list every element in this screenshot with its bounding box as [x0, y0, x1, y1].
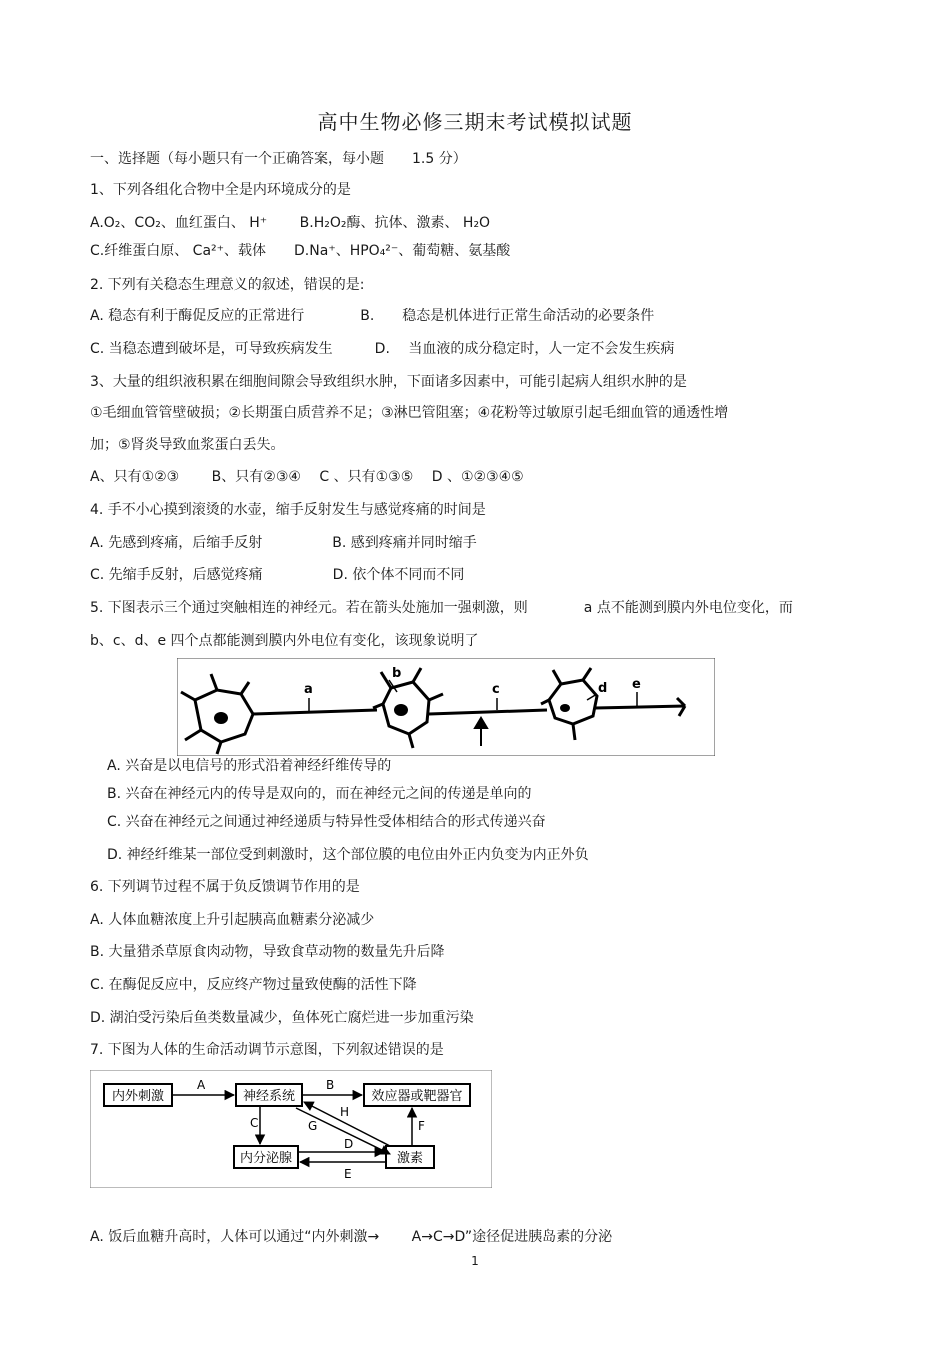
- neuron-diagram: [177, 658, 715, 756]
- q5-stem-line1: 5. 下图表示三个通过突触相连的神经元。若在箭头处施加一强刺激，则 a 点不能测到膜内外电位变化，而: [90, 600, 793, 616]
- q1-options-row1: A.O₂、CO₂、血红蛋白、 H⁺ B.H₂O₂酶、抗体、激素、 H₂O: [90, 215, 491, 231]
- nucleus-3: [560, 704, 570, 712]
- label-c: c: [492, 682, 500, 697]
- q2-options-row1: A. 稳态有利于酶促反应的正常进行 B. 稳态是机体进行正常生命活动的必要条件: [90, 308, 655, 324]
- label-e: e: [632, 677, 641, 692]
- box-stimulus-label: 内外刺激: [111, 1089, 165, 1104]
- q3-factors-line2: 加；⑤肾炎导致血浆蛋白丢失。: [90, 437, 285, 453]
- q5-option-d: D. 神经纤维某一部位受到刺激时，这个部位膜的电位由外正内负变为内正外负: [107, 847, 589, 863]
- q6-option-a: A. 人体血糖浓度上升引起胰高血糖素分泌减少: [90, 912, 375, 928]
- arrow-g-label: G: [308, 1119, 318, 1133]
- arrow-d-label: D: [344, 1137, 354, 1151]
- q4-options-row1: A. 先感到疼痛，后缩手反射 B. 感到疼痛并同时缩手: [90, 535, 477, 551]
- page-title: 高中生物必修三期末考试模拟试题: [317, 110, 633, 134]
- section-heading: 一、选择题（每小题只有一个正确答案，每小题 1.5 分）: [90, 151, 467, 167]
- q1-stem: 1、下列各组化合物中全是内环境成分的是: [90, 182, 351, 198]
- box-effector-label: 效应器或靶器官: [371, 1089, 463, 1104]
- arrow-e-label: E: [344, 1167, 352, 1181]
- label-a: a: [304, 682, 313, 697]
- q6-stem: 6. 下列调节过程不属于负反馈调节作用的是: [90, 879, 360, 895]
- nucleus-1: [214, 712, 228, 724]
- nucleus-2: [394, 704, 408, 716]
- q6-option-b: B. 大量猎杀草原食肉动物，导致食草动物的数量先升后降: [90, 944, 445, 960]
- q5-option-b: B. 兴奋在神经元内的传导是双向的，而在神经元之间的传递是单向的: [107, 786, 532, 802]
- box-hormone-label: 激素: [396, 1151, 424, 1166]
- q5-stem-line2: b、c、d、e 四个点都能测到膜内外电位有变化，该现象说明了: [90, 633, 479, 649]
- q5-option-a: A. 兴奋是以电信号的形式沿着神经纤维传导的: [107, 758, 392, 774]
- q6-option-d: D. 湖泊受污染后鱼类数量减少，鱼体死亡腐烂进一步加重污染: [90, 1010, 474, 1026]
- label-b: b: [392, 666, 402, 681]
- page-number: 1: [471, 1254, 479, 1268]
- arrow-a-label: A: [197, 1078, 206, 1092]
- arrow-f-label: F: [418, 1119, 425, 1133]
- box-nervous-label: 神经系统: [242, 1089, 296, 1104]
- arrow-h-label: H: [340, 1105, 350, 1119]
- box-endocrine-label: 内分泌腺: [239, 1151, 293, 1166]
- q6-option-c: C. 在酶促反应中，反应终产物过量致使酶的活性下降: [90, 977, 417, 993]
- q2-stem: 2. 下列有关稳态生理意义的叙述，错误的是:: [90, 277, 365, 293]
- regulation-diagram: [90, 1070, 492, 1188]
- q4-options-row2: C. 先缩手反射，后感觉疼痛 D. 依个体不同而不同: [90, 567, 465, 583]
- arrow-c-label: C: [250, 1116, 259, 1130]
- q7-option-a: A. 饭后血糖升高时，人体可以通过“内外刺激→ A→C→D”途径促进胰岛素的分泌: [90, 1229, 613, 1245]
- arrow-b-label: B: [326, 1078, 335, 1092]
- q7-stem: 7. 下图为人体的生命活动调节示意图，下列叙述错误的是: [90, 1042, 444, 1058]
- q1-options-row2: C.纤维蛋白原、 Ca²⁺、载体 D.Na⁺、HPO₄²⁻、葡萄糖、氨基酸: [90, 243, 511, 259]
- q5-option-c: C. 兴奋在神经元之间通过神经递质与特异性受体相结合的形式传递兴奋: [107, 814, 546, 830]
- q3-stem: 3、大量的组织液积累在细胞间隙会导致组织水肿，下面诸多因素中，可能引起病人组织水肿的是: [90, 374, 687, 390]
- label-d: d: [598, 681, 608, 696]
- q2-options-row2: C. 当稳态遭到破坏是，可导致疾病发生 D. 当血液的成分稳定时，人一定不会发生疾病: [90, 341, 675, 357]
- q4-stem: 4. 手不小心摸到滚烫的水壶，缩手反射发生与感觉疼痛的时间是: [90, 502, 486, 518]
- q3-factors-line1: ①毛细血管管壁破损；②长期蛋白质营养不足；③淋巴管阻塞；④花粉等过敏原引起毛细血管的通透性增: [90, 405, 729, 421]
- q3-options: A、只有①②③ B、只有②③④ C 、只有①③⑤ D 、①②③④⑤: [90, 469, 524, 485]
